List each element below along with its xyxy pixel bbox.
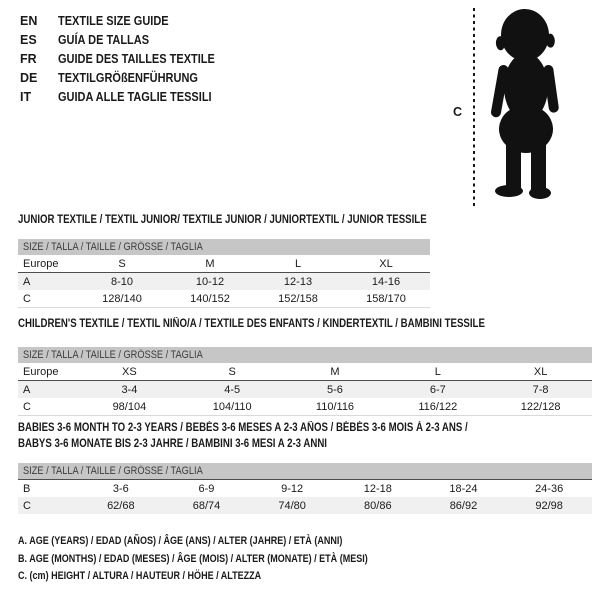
size-cell: 140/152 (166, 290, 254, 308)
size-cell: 110/116 (284, 398, 387, 416)
row-label: B (18, 480, 78, 498)
table-row (18, 290, 430, 308)
size-cell: 6-9 (164, 480, 250, 498)
table-title-text: CHILDREN'S TEXTILE / TEXTIL NIÑO/A / TEXTILE DES ENFANTS / KINDERTEXTIL / BAMBINI TESSILE (18, 318, 485, 330)
row-label: C (18, 398, 78, 416)
size-cell: L (294, 257, 302, 270)
legend-line (18, 551, 445, 569)
height-measure-dotted-line (473, 8, 475, 206)
size-cell: 116/122 (386, 398, 489, 416)
language-row (20, 12, 236, 31)
size-cell: 9-12 (249, 480, 335, 498)
junior-table-title (18, 212, 504, 228)
language-code: FR (20, 52, 37, 66)
table-title-line (18, 316, 574, 332)
table-row (18, 480, 592, 498)
height-measure-label: C (453, 105, 463, 119)
table-title-line (18, 420, 553, 436)
language-list (20, 12, 236, 107)
size-cell: 12-18 (335, 480, 421, 498)
table-row (18, 363, 592, 381)
size-cell: XL (379, 257, 393, 270)
legend-text: B. AGE (MONTHS) / EDAD (MESES) / ÂGE (MOIS) / ALTER (MONATE) / ETÀ (MESI) (18, 552, 368, 565)
size-cell: 152/158 (254, 290, 342, 308)
size-cell: 18-24 (421, 480, 507, 498)
language-code: DE (20, 71, 38, 85)
size-cell: 12-13 (254, 273, 342, 291)
size-cell: S (118, 257, 126, 270)
children-table-title (18, 316, 574, 332)
size-cell: 4-5 (181, 381, 284, 399)
language-code: IT (20, 90, 32, 104)
babies-size-table (18, 463, 592, 514)
size-cell: 92/98 (535, 499, 563, 512)
language-code: EN (20, 14, 38, 28)
size-cell: XL (533, 365, 548, 378)
size-header-bar: SIZE / TALLA / TAILLE / GRÖSSE / TAGLIA (18, 347, 592, 363)
size-cell: 3-4 (78, 381, 181, 399)
size-header-bar: SIZE / TALLA / TAILLE / GRÖSSE / TAGLIA (18, 463, 592, 479)
row-label: C (18, 290, 78, 308)
row-label: Europe (23, 257, 59, 270)
size-cell: 3-6 (78, 480, 164, 498)
table-row (18, 273, 430, 291)
language-row (20, 88, 236, 107)
row-label: Europe (23, 365, 59, 378)
size-cell: 86/92 (449, 499, 478, 512)
size-cell: M (330, 365, 340, 378)
size-cell: 80/86 (364, 499, 392, 512)
size-cell: 68/74 (192, 499, 221, 512)
table-title-line (18, 212, 504, 228)
size-cell: 24-36 (506, 480, 592, 498)
size-cell: 14-16 (342, 273, 430, 291)
language-row (20, 50, 236, 69)
row-label: C (23, 499, 31, 512)
language-row (20, 31, 236, 50)
size-cell: 7-8 (489, 381, 592, 399)
size-cell: 128/140 (78, 290, 166, 308)
size-header-bar: SIZE / TALLA / TAILLE / GRÖSSE / TAGLIA (18, 239, 430, 255)
size-cell: 74/80 (278, 499, 306, 512)
table-title-text: BABIES 3-6 MONTH TO 2-3 YEARS / BEBÉS 3-6 MESES A 2-3 AÑOS / BÉBÉS 3-6 MOIS À 2-3 ANS / (18, 422, 468, 434)
size-cell: L (434, 365, 441, 378)
size-cell: 104/110 (181, 398, 284, 416)
language-row (20, 69, 236, 88)
row-label: A (18, 381, 78, 399)
size-cell: M (205, 257, 215, 270)
table-row (18, 255, 430, 273)
language-code: ES (20, 33, 37, 47)
size-cell: 62/68 (107, 499, 135, 512)
language-title: TEXTILGRÖßENFÜHRUNG (58, 71, 198, 85)
legend-text: A. AGE (YEARS) / EDAD (AÑOS) / ÂGE (ANS) / ALTER (JAHRE) / ETÀ (ANNI) (18, 535, 343, 547)
language-title: GUIDA ALLE TAGLIE TESSILI (58, 90, 212, 104)
row-label: A (18, 273, 78, 291)
size-cell: 98/104 (78, 398, 181, 416)
size-cell: 5-6 (284, 381, 387, 399)
size-cell: XS (122, 365, 137, 378)
legend-list (18, 533, 445, 586)
children-size-table (18, 347, 592, 416)
table-row (18, 497, 592, 514)
legend-text: C. (cm) HEIGHT / ALTURA / HAUTEUR / HÖHE / ALTEZZA (18, 570, 262, 582)
size-cell: 122/128 (489, 398, 592, 416)
junior-size-table (18, 239, 430, 308)
table-title-line (18, 436, 553, 452)
size-cell: 10-12 (166, 273, 254, 291)
table-row (18, 381, 592, 399)
baby-silhouette-icon (479, 7, 575, 205)
size-cell: 8-10 (78, 273, 166, 291)
language-title: GUÍA DE TALLAS (58, 33, 150, 47)
table-title-text: JUNIOR TEXTILE / TEXTIL JUNIOR/ TEXTILE JUNIOR / JUNIORTEXTIL / JUNIOR TESSILE (18, 214, 427, 226)
table-row (18, 398, 592, 416)
language-title: GUIDE DES TAILLES TEXTILE (58, 52, 215, 66)
table-title-text: BABYS 3-6 MONATE BIS 2-3 JAHRE / BAMBINI 3-6 MESI A 2-3 ANNI (18, 438, 327, 450)
language-title: TEXTILE SIZE GUIDE (58, 14, 169, 28)
babies-table-title (18, 420, 553, 452)
legend-line (18, 533, 445, 551)
size-cell: 158/170 (342, 290, 430, 308)
legend-line (18, 568, 445, 586)
size-cell: 6-7 (386, 381, 489, 399)
size-cell: S (228, 365, 236, 378)
